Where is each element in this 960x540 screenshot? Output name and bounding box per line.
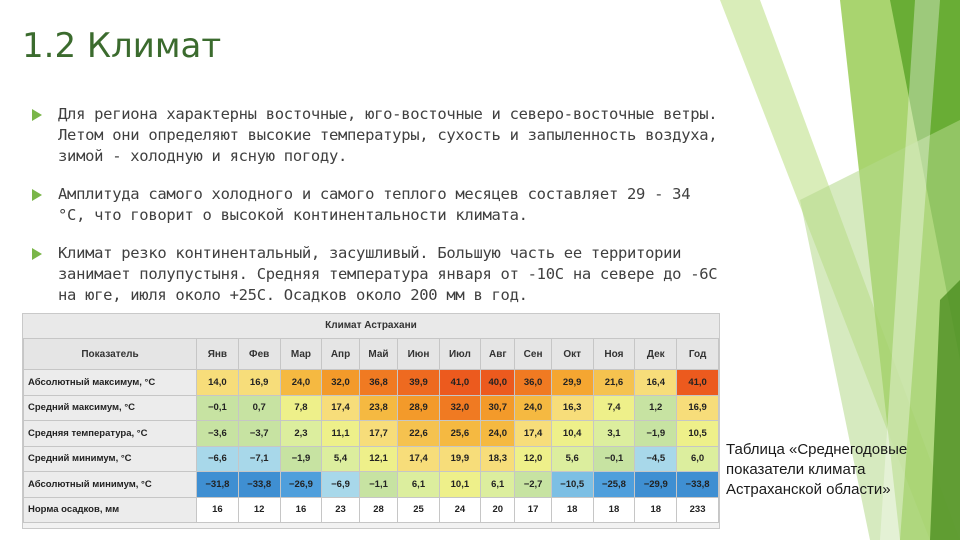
- table-cell: 12,1: [359, 446, 398, 472]
- table-header-row: [24, 339, 719, 370]
- column-header: Янв: [197, 339, 239, 370]
- table-cell: 28: [359, 497, 398, 523]
- table-cell: 16,4: [635, 370, 677, 396]
- table-cell: 2,3: [280, 421, 322, 447]
- table-cell: 5,4: [322, 446, 359, 472]
- table-cell: 6,1: [481, 472, 515, 498]
- column-header: Июн: [398, 339, 439, 370]
- table-cell: 233: [677, 497, 719, 523]
- table-cell: −4,5: [635, 446, 677, 472]
- table-cell: 16: [280, 497, 322, 523]
- table-cell: −33,8: [677, 472, 719, 498]
- table-cell: −25,8: [593, 472, 635, 498]
- table-cell: 17,7: [359, 421, 398, 447]
- table-cell: −3,6: [197, 421, 239, 447]
- table-cell: 6,1: [398, 472, 439, 498]
- table-cell: 32,0: [439, 395, 480, 421]
- table-cell: −0,1: [197, 395, 239, 421]
- table-cell: 17,4: [515, 421, 551, 447]
- column-header: Фев: [238, 339, 280, 370]
- column-header: Июл: [439, 339, 480, 370]
- table-cell: 25,6: [439, 421, 480, 447]
- table-cell: −3,7: [238, 421, 280, 447]
- table-cell: 17: [515, 497, 551, 523]
- bullet-arrow-icon: [32, 109, 42, 121]
- table-cell: 16,9: [238, 370, 280, 396]
- table-cell: 22,6: [398, 421, 439, 447]
- table-row: [24, 421, 719, 447]
- table-cell: 41,0: [677, 370, 719, 396]
- table-cell: 10,5: [677, 421, 719, 447]
- table-cell: 39,9: [398, 370, 439, 396]
- table-cell: 16,3: [551, 395, 593, 421]
- climate-table: [23, 338, 719, 523]
- column-header: Мар: [280, 339, 322, 370]
- table-cell: 41,0: [439, 370, 480, 396]
- bullet-list: [32, 104, 722, 323]
- table-cell: 12,0: [515, 446, 551, 472]
- table-cell: 24,0: [280, 370, 322, 396]
- table-cell: −10,5: [551, 472, 593, 498]
- table-cell: 5,6: [551, 446, 593, 472]
- table-cell: 7,4: [593, 395, 635, 421]
- table-cell: 24: [439, 497, 480, 523]
- table-cell: 29,9: [551, 370, 593, 396]
- table-cell: 0,7: [238, 395, 280, 421]
- table-cell: 16,9: [677, 395, 719, 421]
- column-header: Апр: [322, 339, 359, 370]
- table-cell: −31,8: [197, 472, 239, 498]
- table-cell: 17,4: [398, 446, 439, 472]
- table-cell: 18: [593, 497, 635, 523]
- table-cell: 14,0: [197, 370, 239, 396]
- table-row: [24, 395, 719, 421]
- column-header: Год: [677, 339, 719, 370]
- table-cell: 18: [635, 497, 677, 523]
- table-row: [24, 446, 719, 472]
- table-cell: 36,8: [359, 370, 398, 396]
- table-caption: Климат Астрахани: [23, 314, 719, 338]
- table-cell: 23,8: [359, 395, 398, 421]
- column-header: Сен: [515, 339, 551, 370]
- table-cell: −29,9: [635, 472, 677, 498]
- column-header: Май: [359, 339, 398, 370]
- table-cell: 25: [398, 497, 439, 523]
- table-cell: 21,6: [593, 370, 635, 396]
- bullet-item-winds: [32, 104, 722, 167]
- row-label: Средний минимум, °C: [24, 446, 197, 472]
- row-label: Абсолютный минимум, °C: [24, 472, 197, 498]
- table-cell: 12: [238, 497, 280, 523]
- bullet-text: Климат резко континентальный, засушливый. Большую часть ее территории занимает полупустыня. Средняя температура января от -10С на севере до -6С на юге, июля около +25С. Осадков около 200 мм в год.: [58, 244, 718, 304]
- table-cell: 19,9: [439, 446, 480, 472]
- row-label: Средний максимум, °C: [24, 395, 197, 421]
- table-row: [24, 497, 719, 523]
- table-cell: 24,0: [515, 395, 551, 421]
- table-cell: 18: [551, 497, 593, 523]
- bullet-text: Для региона характерны восточные, юго-восточные и северо-восточные ветры. Летом они определяют высокие температуры, сухость и запыленность воздуха, зимой - холодную и ясную погоду.: [58, 105, 718, 165]
- bullet-item-climate-type: [32, 243, 722, 306]
- table-cell: 17,4: [322, 395, 359, 421]
- column-header: Ноя: [593, 339, 635, 370]
- climate-table-image: [22, 313, 720, 529]
- table-cell: 32,0: [322, 370, 359, 396]
- table-cell: 10,4: [551, 421, 593, 447]
- table-cell: 40,0: [481, 370, 515, 396]
- bullet-arrow-icon: [32, 189, 42, 201]
- table-cell: 6,0: [677, 446, 719, 472]
- table-cell: −1,9: [280, 446, 322, 472]
- table-cell: 1,2: [635, 395, 677, 421]
- column-header: Авг: [481, 339, 515, 370]
- table-cell: 16: [197, 497, 239, 523]
- table-cell: −1,9: [635, 421, 677, 447]
- table-cell: −26,9: [280, 472, 322, 498]
- bullet-text: Амплитуда самого холодного и самого теплого месяцев составляет 29 - 34 °С, что говорит о высокой континентальности климата.: [58, 185, 691, 224]
- table-cell: 36,0: [515, 370, 551, 396]
- bullet-item-amplitude: [32, 184, 722, 226]
- table-cell: −7,1: [238, 446, 280, 472]
- table-cell: 7,8: [280, 395, 322, 421]
- table-cell: −33,8: [238, 472, 280, 498]
- table-cell: 24,0: [481, 421, 515, 447]
- table-cell: 3,1: [593, 421, 635, 447]
- column-header-indicator: Показатель: [24, 339, 197, 370]
- table-body: [24, 370, 719, 523]
- table-cell: −6,6: [197, 446, 239, 472]
- table-cell: 10,1: [439, 472, 480, 498]
- table-cell: 28,9: [398, 395, 439, 421]
- table-cell: 18,3: [481, 446, 515, 472]
- table-cell: 23: [322, 497, 359, 523]
- row-label: Абсолютный максимум, °C: [24, 370, 197, 396]
- row-label: Норма осадков, мм: [24, 497, 197, 523]
- row-label: Средняя температура, °C: [24, 421, 197, 447]
- table-row: [24, 370, 719, 396]
- bullet-arrow-icon: [32, 248, 42, 260]
- table-cell: 20: [481, 497, 515, 523]
- slide-title: 1.2 Климат: [22, 26, 222, 66]
- table-row: [24, 472, 719, 498]
- table-cell: −1,1: [359, 472, 398, 498]
- table-cell: 30,7: [481, 395, 515, 421]
- table-side-caption: Таблица «Среднегодовые показатели климата Астраханской области»: [726, 441, 908, 498]
- table-cell: −0,1: [593, 446, 635, 472]
- table-cell: 11,1: [322, 421, 359, 447]
- column-header: Окт: [551, 339, 593, 370]
- column-header: Дек: [635, 339, 677, 370]
- table-cell: −6,9: [322, 472, 359, 498]
- table-cell: −2,7: [515, 472, 551, 498]
